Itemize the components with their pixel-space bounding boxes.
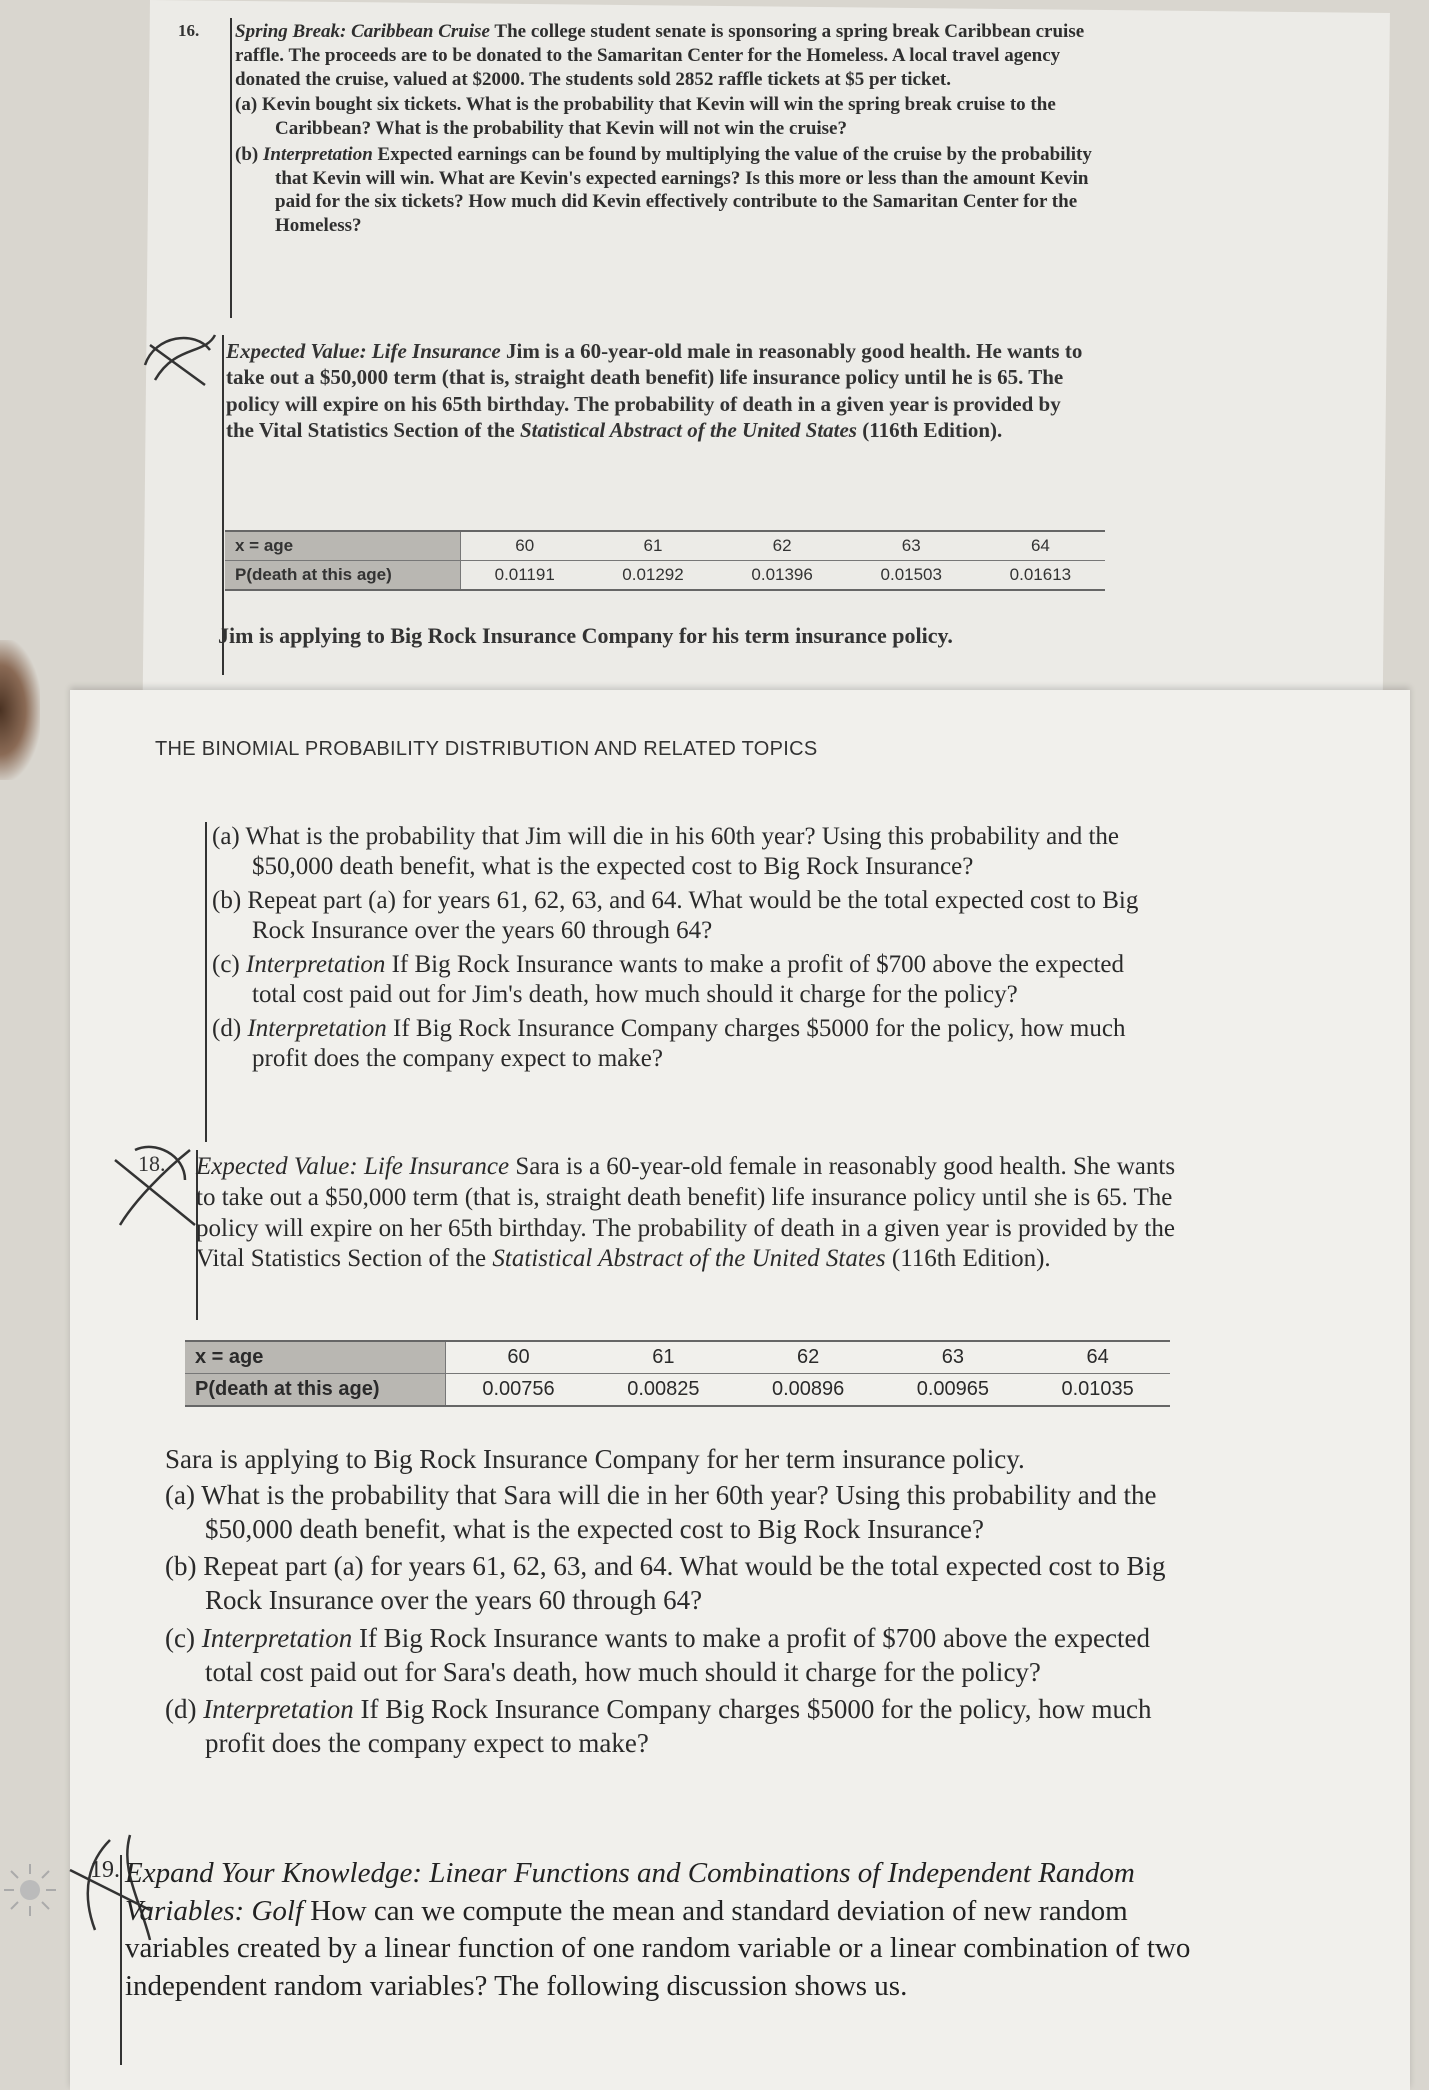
problem-17-title: Expected Value: Life Insurance — [226, 339, 501, 363]
problem-19-text: How can we compute the mean and standard deviation of new random variables created by a linear function of one random variable or a linear combination of two independent random variables? The following discussion shows us. — [125, 1894, 1191, 2003]
table-cell: 0.01396 — [718, 561, 847, 591]
problem-16-title: Spring Break: Caribbean Cruise — [235, 21, 490, 42]
table-cell: 63 — [847, 531, 976, 561]
table-header-prob: P(death at this age) — [225, 561, 461, 591]
problem-17-part-c — [212, 950, 1152, 1010]
part-c-label: (c) — [212, 951, 240, 978]
table-cell: 0.01503 — [847, 561, 976, 591]
table-cell: 63 — [880, 1341, 1025, 1374]
sara-mortality-table — [185, 1340, 1170, 1407]
table-header-prob: P(death at this age) — [185, 1374, 446, 1407]
part-b-text: Expected earnings can be found by multiplying the value of the cruise by the probability that Kevin will win. What are Kevin's expected earnings? Is this more or less than the amount Kevin paid for the six tickets? How much did Kevin effectively contribute to the Samaritan Center for the Homeless? — [275, 143, 1092, 236]
problem-18-source: Statistical Abstract of the United States — [492, 1245, 886, 1273]
table-cell: 64 — [976, 531, 1105, 561]
part-d-em: Interpretation — [247, 1015, 387, 1042]
problem-18-edition: (116th Edition). — [891, 1245, 1051, 1273]
part-d-em: Interpretation — [203, 1694, 354, 1725]
table-cell: 0.00965 — [880, 1374, 1025, 1407]
problem-18-applying: Sara is applying to Big Rock Insurance Company for her term insurance policy. — [165, 1444, 1025, 1474]
part-b-label: (b) — [235, 143, 259, 165]
margin-bar — [120, 1855, 122, 2065]
table-cell: 0.01035 — [1025, 1374, 1170, 1407]
problem-16 — [235, 20, 1095, 238]
problem-18-part-c — [165, 1622, 1195, 1690]
table-cell: 0.00825 — [591, 1374, 736, 1407]
table-cell: 0.01191 — [461, 561, 589, 591]
part-c-text: If Big Rock Insurance wants to make a profit of $700 above the expected total cost paid out for Jim's death, how much should it charge for the policy? — [252, 951, 1124, 1008]
problem-18 — [196, 1152, 1176, 1275]
problem-17-part-b: (b) Repeat part (a) for years 61, 62, 63, and 64. What would be the total expected cost to Big Rock Insurance over the years 60 through 64? — [212, 887, 1139, 944]
table-cell: 0.00896 — [736, 1374, 881, 1407]
problem-18-intro: Sara is a 60-year-old female in reasonably good health. She wants to take out a $50,000 term (that is, straight death benefit) life insurance policy until she is 65. The policy will expire on her 65th birthday. The probability of death in a given year is provided by the Vital Statistics Section of the — [196, 1153, 1176, 1273]
table-cell: 60 — [461, 531, 589, 561]
running-head: THE BINOMIAL PROBABILITY DISTRIBUTION AND RELATED TOPICS — [155, 738, 818, 760]
table-cell: 64 — [1025, 1341, 1170, 1374]
problem-18-part-b: (b) Repeat part (a) for years 61, 62, 63, and 64. What would be the total expected cost to Big Rock Insurance over the years 60 through 64? — [165, 1551, 1166, 1615]
problem-18-number: 18. — [138, 1151, 166, 1176]
part-a-label: (a) — [235, 94, 258, 116]
table-cell: 61 — [591, 1341, 736, 1374]
problem-19 — [125, 1855, 1215, 2006]
table-cell: 60 — [446, 1341, 592, 1374]
part-c-em: Interpretation — [201, 1622, 353, 1653]
table-header-age: x = age — [185, 1341, 446, 1374]
problem-17-part-d — [212, 1014, 1152, 1074]
handwritten-circle-mark — [135, 325, 225, 395]
table-row — [225, 531, 1105, 561]
table-cell: 62 — [718, 531, 847, 561]
part-a-text: Kevin bought six tickets. What is the probability that Kevin will win the spring break cruise to the Caribbean? What is the probability that Kevin will not win the cruise? — [261, 94, 1056, 139]
part-b-em: Interpretation — [262, 143, 373, 165]
jim-mortality-table — [225, 530, 1105, 591]
table-cell: 62 — [736, 1341, 881, 1374]
problem-18-part-a: (a) What is the probability that Sara will die in her 60th year? Using this probability and the $50,000 death benefit, what is the expected cost to Big Rock Insurance? — [165, 1479, 1157, 1544]
problem-19-title: Expand Your Knowledge: Linear Functions and Combinations of Independent Random Variables: Golf — [125, 1857, 1135, 1927]
problem-16-part-a — [235, 93, 1095, 141]
part-d-text: If Big Rock Insurance Company charges $5000 for the policy, how much profit does the company expect to make? — [205, 1694, 1152, 1758]
table-cell: 0.01292 — [588, 561, 717, 591]
part-c-em: Interpretation — [246, 951, 386, 978]
finger-shadow — [0, 640, 40, 780]
part-d-label: (d) — [212, 1015, 242, 1042]
table-cell: 0.01613 — [976, 561, 1105, 591]
part-d-label: (d) — [165, 1694, 197, 1725]
table-cell: 0.00756 — [446, 1374, 592, 1407]
problem-17-source: Statistical Abstract of the United States — [519, 417, 857, 442]
problem-17 — [226, 338, 1086, 443]
problem-16-intro: The college student senate is sponsoring a spring break Caribbean cruise raffle. The proceeds are to be donated to the Samaritan Center for the Homeless. A local travel agency donated the cruise, valued at $2000. The students sold 2852 raffle tickets at $5 per ticket. — [235, 21, 1085, 90]
margin-bar — [230, 18, 232, 318]
problem-17-part-a: (a) What is the probability that Jim will die in his 60th year? Using this probability and the $50,000 death benefit, what is the expected cost to Big Rock Insurance? — [212, 823, 1120, 880]
table-cell: 61 — [588, 531, 717, 561]
problem-17-edition: (116th Edition). — [862, 417, 1003, 442]
table-row — [185, 1374, 1170, 1407]
table-row — [185, 1341, 1170, 1374]
table-row — [225, 561, 1105, 591]
problem-17-applying: Jim is applying to Big Rock Insurance Company for his term insurance policy. — [218, 623, 953, 648]
part-d-text: If Big Rock Insurance Company charges $5000 for the policy, how much profit does the company expect to make? — [252, 1015, 1126, 1072]
margin-bar — [205, 822, 207, 1142]
part-c-label: (c) — [165, 1622, 195, 1653]
part-c-text: If Big Rock Insurance wants to make a profit of $700 above the expected total cost paid out for Sara's death, how much should it charge for the policy? — [205, 1622, 1150, 1687]
problem-16-number: 16. — [178, 21, 200, 40]
problem-18-parts — [165, 1443, 1195, 1761]
problem-16-part-b — [235, 143, 1095, 238]
table-header-age: x = age — [225, 531, 461, 561]
problem-17-intro: Jim is a 60-year-old male in reasonably good health. He wants to take out a $50,000 term (that is, straight death benefit) life insurance policy until he is 65. The policy will expire on his 65th birthday. The probability of death in a given year is provided by the Vital Statistics Section of the — [226, 339, 1083, 442]
problem-18-title: Expected Value: Life Insurance — [196, 1153, 510, 1180]
problem-19-number: 19. — [90, 1857, 120, 1883]
problem-18-part-d — [165, 1693, 1195, 1761]
problem-17-parts — [212, 822, 1152, 1074]
